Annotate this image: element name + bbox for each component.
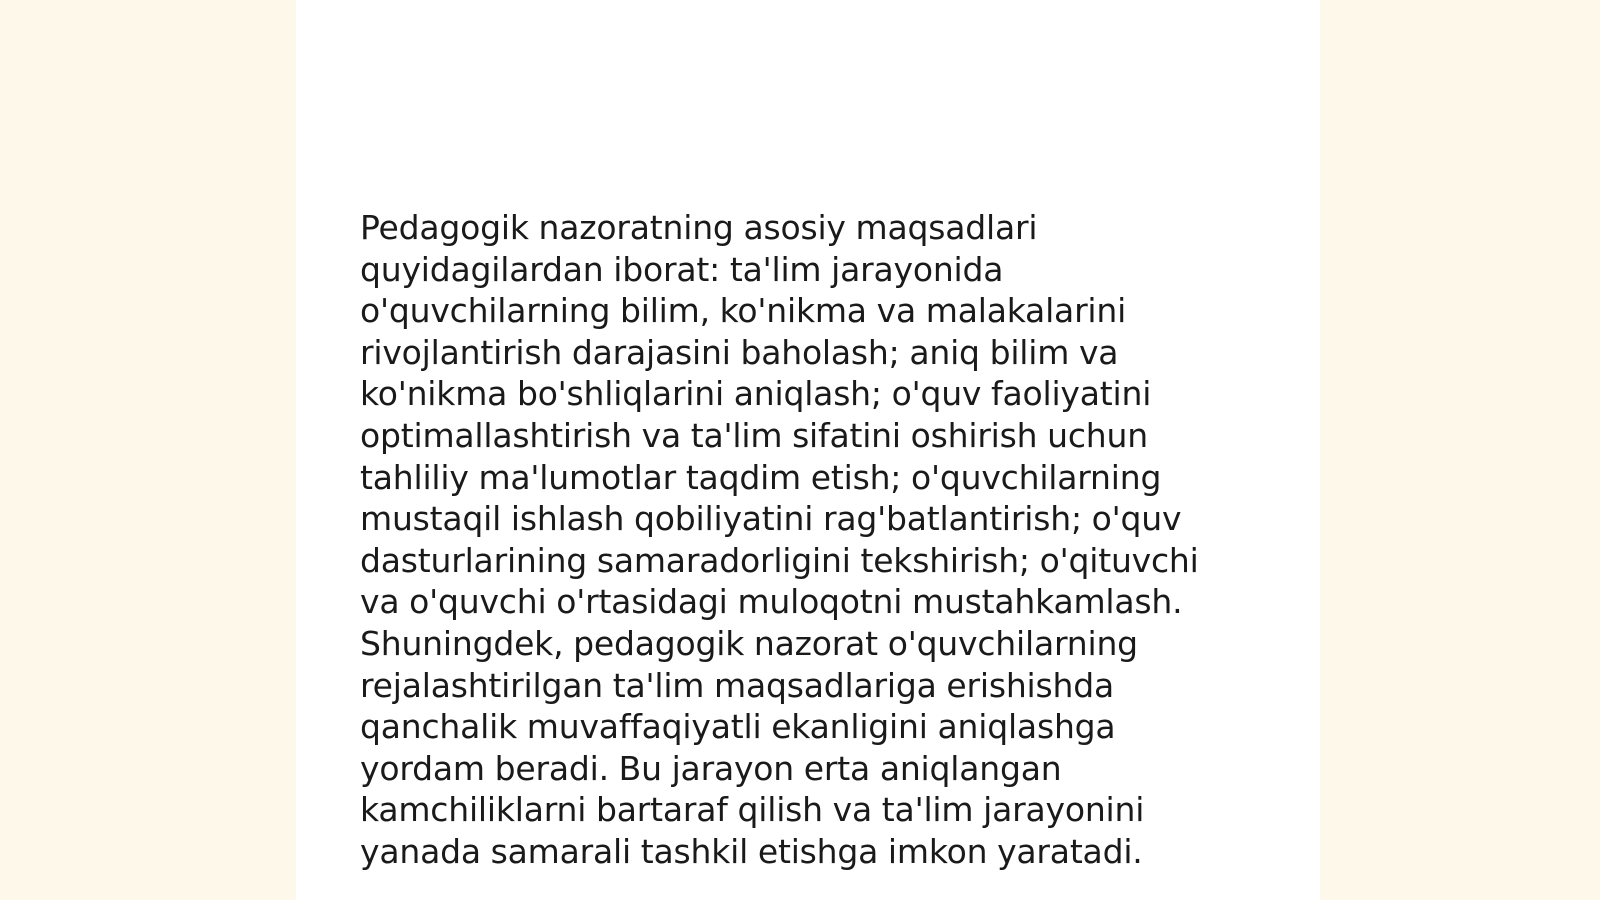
text-line: va o'quvchi o'rtasidagi muloqotni mustahkamlash. [360,582,1183,622]
text-line: rejalashtirilgan ta'lim maqsadlariga erishishda [360,665,1114,705]
text-line: Pedagogik nazoratning asosiy maqsadlari [360,208,1038,247]
text-line: qanchalik muvaffaqiyatli ekanligini aniqlashga [360,707,1116,747]
text-line: kamchiliklarni bartaraf qilish va ta'lim jarayonini [360,790,1145,830]
text-line: tahliliy ma'lumotlar taqdim etish; o'quvchilarning [360,457,1162,497]
text-line: yanada samarali tashkil etishga imkon yaratadi. [360,831,1143,871]
body-paragraph [360,207,1260,873]
document-page [296,0,1320,900]
text-line: dasturlarining samaradorligini tekshirish; o'qituvchi [360,540,1199,580]
text-line: o'quvchilarning bilim, ko'nikma va malakalarini [360,291,1127,331]
text-line: mustaqil ishlash qobiliyatini rag'batlantirish; o'quv [360,499,1182,539]
text-line: yordam beradi. Bu jarayon erta aniqlangan [360,748,1062,788]
text-line: ko'nikma bo'shliqlarini aniqlash; o'quv faoliyatini [360,374,1152,414]
text-line: optimallashtirish va ta'lim sifatini oshirish uchun [360,415,1148,455]
text-line: quyidagilardan iborat: ta'lim jarayonida [360,249,1004,289]
text-line: rivojlantirish darajasini baholash; aniq bilim va [360,332,1119,372]
text-line: Shuningdek, pedagogik nazorat o'quvchilarning [360,623,1138,663]
